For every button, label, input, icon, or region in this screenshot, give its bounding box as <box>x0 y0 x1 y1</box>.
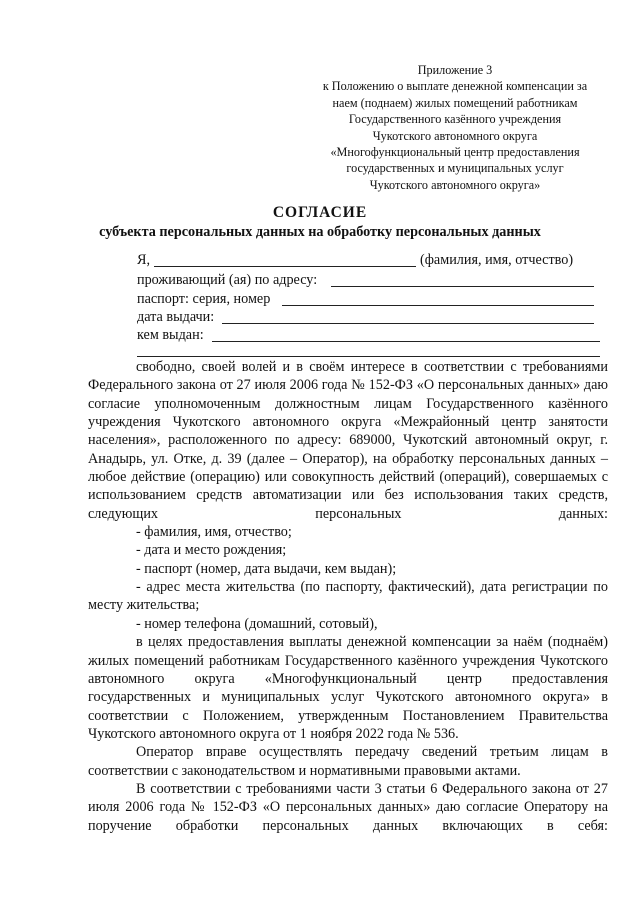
list-item: - дата и место рождения; <box>136 542 287 559</box>
purpose-paragraph: в целях предоставления выплаты денежной компенсации за наём (поднаём) жилых помещений работникам Государственного казённого учреждения Чукотского автономного округа «Многофункциональный центр предоставления государственных и муниципальных услуг Чукотского автономного округа» в соответствии с Положением, утвержденным Постановлением Правительства Чукотского автономного округа от 1 ноября 2022 года № 536. <box>88 634 608 742</box>
address-line[interactable] <box>331 286 594 287</box>
appendix-line: к Положению о выплате денежной компенсации за <box>322 79 588 94</box>
appendix-line: Приложение 3 <box>417 63 493 77</box>
list-item: - фамилия, имя, отчество; <box>136 524 292 541</box>
appendix-line: Чукотского автономного округа <box>372 128 538 143</box>
appendix-line: «Многофункциональный центр предоставления <box>330 145 580 160</box>
passport-line[interactable] <box>282 305 594 306</box>
address-label: проживающий (ая) по адресу: <box>137 272 318 288</box>
name-prefix: Я, <box>137 252 151 268</box>
list-item: - паспорт (номер, дата выдачи, кем выдан); <box>136 560 397 577</box>
issued-by-line[interactable] <box>212 341 600 342</box>
appendix-line: Чукотского автономного округа» <box>369 177 541 192</box>
transfer-paragraph: Оператор вправе осуществлять передачу сведений третьим лицам в соответствии с законодательством и нормативными правовыми актами. <box>88 744 608 779</box>
appendix-line: Государственного казённого учреждения <box>348 112 562 127</box>
appendix-header <box>300 62 610 193</box>
passport-label: паспорт: серия, номер <box>137 291 271 307</box>
issued-by-label: кем выдан: <box>137 327 204 343</box>
appendix-line: наем (поднаем) жилых помещений работникам <box>332 95 578 110</box>
list-item-phone: - номер телефона (домашний, сотовый), <box>136 615 378 632</box>
document-title: СОГЛАСИЕ <box>272 204 368 221</box>
issue-date-line[interactable] <box>222 323 594 324</box>
consent-paragraph: В соответствии с требованиями части 3 статьи 6 Федерального закона от 27 июля 2006 года № 152-ФЗ «О персональных данных» даю согласие Оператору на поручение обработки персональных данных включающих в себя: <box>88 780 608 834</box>
issue-date-label: дата выдачи: <box>137 309 215 325</box>
consent-body <box>88 358 608 835</box>
name-hint: (фамилия, имя, отчество) <box>420 252 574 268</box>
document-subtitle: субъекта персональных данных на обработку персональных данных <box>99 224 541 240</box>
blank-line[interactable] <box>137 356 600 357</box>
intro-paragraph: свободно, своей волей и в своём интересе в соответствии с требованиями Федерального закона от 27 июля 2006 года № 152-ФЗ «О персональных данных» даю согласие уполномоченным должностным лицам Государственного казённого учреждения Чукотского автономного округа «Межрайонный центр занятости населения», расположенного по адресу: 689000, Чукотский автономный округ, г. Анадырь, ул. Отке, д. 39 (далее – Оператор), на обработку персональных данных – любое действие (операцию) или совокупность действий (операций), совершаемых с использованием средств автоматизации или без использования таких средств, следующих персональных данных: <box>88 359 608 522</box>
appendix-line: государственных и муниципальных услуг <box>346 161 564 176</box>
name-line[interactable] <box>154 266 416 267</box>
list-item-address: - адрес места жительства (по паспорту, фактический), дата регистрации по месту жительства; <box>88 579 608 614</box>
